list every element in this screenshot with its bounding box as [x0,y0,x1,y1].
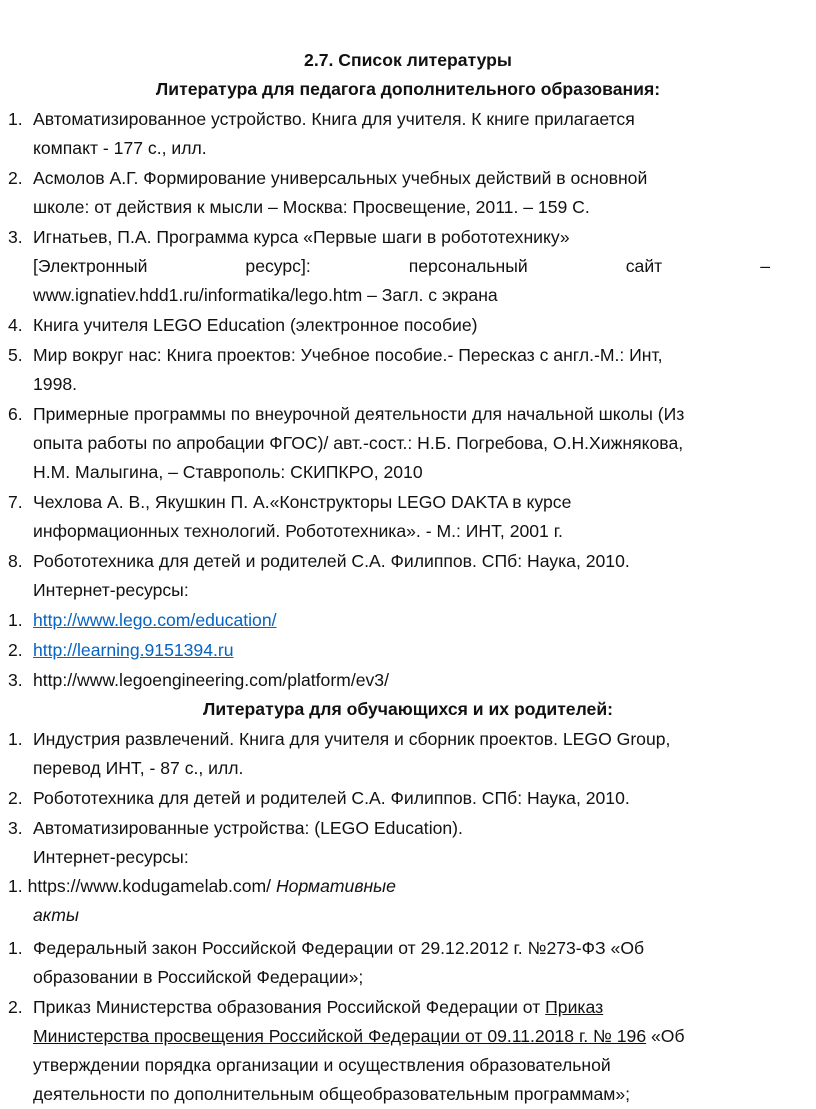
list-number: 1. [8,610,23,630]
order-link[interactable]: Министерства просвещения Российской Федерации от 09.11.2018 г. № 196 [33,1026,647,1046]
list-item-line: Автоматизированные устройства: (LEGO Education). [33,818,463,838]
list-item-line: информационных технологий. Робототехника». - М.: ИНТ, 2001 г. [33,521,563,541]
list-item [0,400,770,487]
list-item [0,725,770,783]
link-item [0,636,770,665]
list-item [0,784,770,813]
list-item-line: Федеральный закон Российской Федерации от 29.12.2012 г. №273-ФЗ «Об [33,938,645,958]
list-item-line: компакт - 177 с., илл. [33,138,207,158]
list-item-line: Робототехника для детей и родителей С.А. Филиппов. СПб: Наука, 2010. [33,788,630,808]
list-item [0,934,770,992]
internet-resources-label: Интернет-ресурсы: [33,580,189,600]
list-number: 4. [8,315,23,335]
list-item-line: перевод ИНТ, - 87 с., илл. [33,758,244,778]
resource-link[interactable]: http://www.lego.com/education/ [33,610,277,630]
list-item [0,105,770,163]
list-item-line: школе: от действия к мысли – Москва: Просвещение, 2011. – 159 С. [33,197,590,217]
list-item [0,488,770,546]
list-item-line: Примерные программы по внеурочной деятельности для начальной школы (Из [33,404,685,424]
list-number: 1. [8,729,23,749]
link-item [0,606,770,635]
list-item-line: 1998. [33,374,78,394]
list-item-line: Мир вокруг нас: Книга проектов: Учебное пособие.- Пересказ с англ.-М.: Инт, [33,345,663,365]
list-item-line: Книга учителя LEGO Education (электронное пособие) [33,315,478,335]
list-item-line: Чехлова А. В., Якушкин П. А.«Конструкторы LEGO DAKTA в курсе [33,492,572,512]
list-item-line: Робототехника для детей и родителей С.А. Филиппов. СПб: Наука, 2010. [33,551,630,571]
list-item-line: [Электронный ресурс]: персональный сайт – [33,256,770,276]
list-item-line: опыта работы по апробации ФГОС)/ авт.-сост.: Н.Б. Погребова, О.Н.Хижнякова, [33,433,684,453]
text: Приказ Министерства образования Российской Федерации от [33,997,546,1017]
list-number: 2. [8,997,23,1017]
page-title: 2.7. Список литературы [304,50,512,70]
list-item-line: Игнатьев, П.А. Программа курса «Первые шаги в робототехнику» [33,227,570,247]
list-number: 1. [8,938,23,958]
list-number: 3. [8,227,23,247]
text: «Об [646,1026,685,1046]
list-item-line: www.ignatiev.hdd1.ru/informatika/lego.htm – Загл. с экрана [33,285,498,305]
list-number: 2. [8,168,23,188]
resource-url: http://www.legoengineering.com/platform/ev3/ [33,670,389,690]
normative-heading-cont [0,901,816,930]
list-item [0,814,770,843]
resource-url: https://www.kodugamelab.com/ [27,876,276,896]
list-number: 5. [8,345,23,365]
list-item-line: деятельности по дополнительным общеобразовательным программам»; [33,1084,630,1104]
link-item [0,666,770,695]
list-number: 6. [8,404,23,424]
list-number: 1. [8,876,28,896]
section-heading: Литература для обучающихся и их родителей: [203,699,613,719]
list-number: 3. [8,818,23,838]
list-item-line: Асмолов А.Г. Формирование универсальных учебных действий в основной [33,168,648,188]
list-number: 1. [8,109,23,129]
list-number: 2. [8,640,23,660]
list-item [0,164,770,222]
list-item [0,547,770,576]
section-heading: Литература для педагога дополнительного образования: [155,79,661,99]
list-item [0,223,770,310]
normative-heading: Нормативные [275,876,396,896]
list-item-line [33,993,770,1022]
list-item [0,341,770,399]
link-item [0,872,816,901]
list-number: 8. [8,551,23,571]
list-item-line: Автоматизированное устройство. Книга для учителя. К книге прилагается [33,109,635,129]
list-number: 7. [8,492,23,512]
order-link[interactable]: Приказ [545,997,604,1017]
list-number: 2. [8,788,23,808]
list-number: 3. [8,670,23,690]
list-item [0,311,770,340]
resource-link[interactable]: http://learning.9151394.ru [33,640,234,660]
list-item-line: утверждении порядка организации и осуществления образовательной [33,1055,611,1075]
normative-heading: акты [33,905,79,925]
list-item-line [33,1022,770,1051]
list-item-line: Индустрия развлечений. Книга для учителя и сборник проектов. LEGO Group, [33,729,671,749]
list-item [0,993,770,1109]
list-item-line: Н.М. Малыгина, – Ставрополь: СКИПКРО, 2010 [33,462,423,482]
internet-resources-label: Интернет-ресурсы: [33,847,189,867]
list-item-line: образовании в Российской Федерации»; [33,967,364,987]
